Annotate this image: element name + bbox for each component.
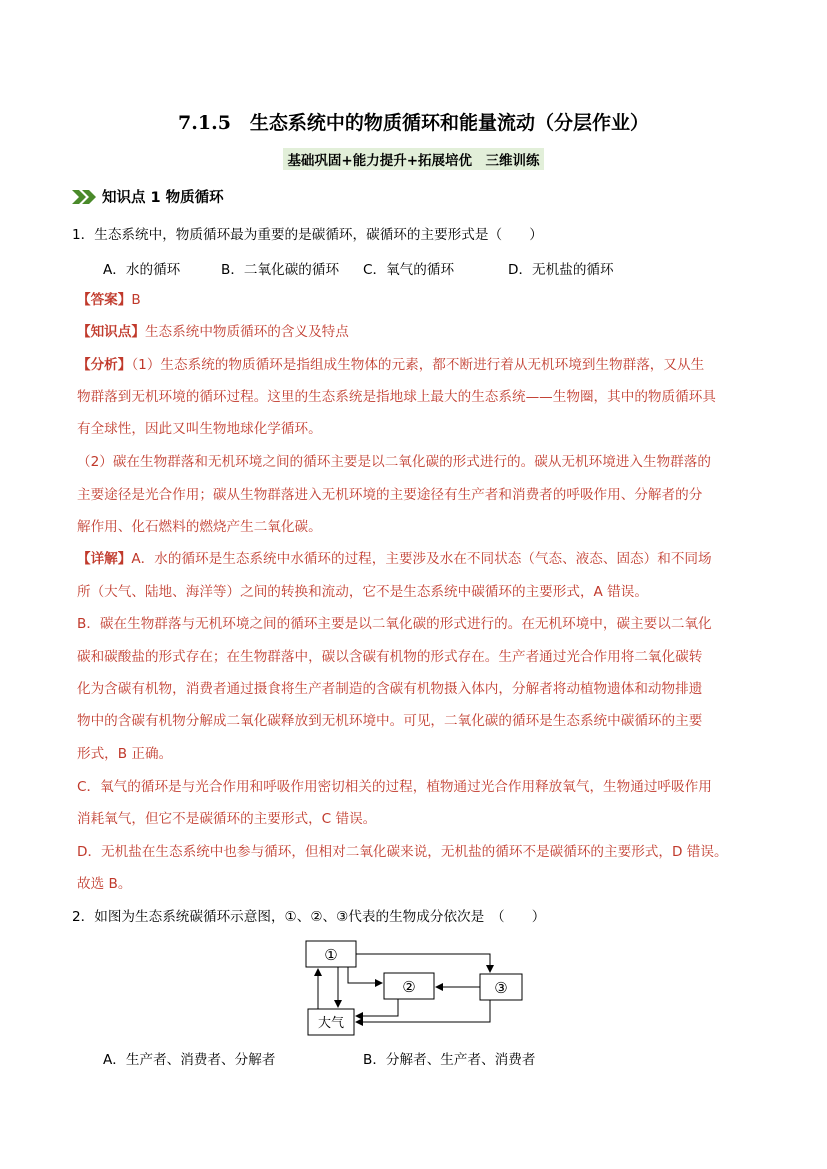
detail-line-9: 消耗氧气，但它不是碳循环的主要形式，C 错误。 <box>77 811 377 827</box>
knowledge-point-title: 知识点 1 物质循环 <box>102 190 224 206</box>
q1-answer <box>77 290 757 310</box>
detail-line-2: 所（大气、陆地、海洋等）之间的转换和流动，它不是生态系统中碳循环的主要形式，A 错误。 <box>77 584 648 600</box>
analysis-line-2: 物群落到无机环境的循环过程。这里的生态系统是指地球上最大的生态系统——生物圈，其中的物质循环具 <box>77 389 716 405</box>
analysis-text: （1）生态系统的物质循环是指组成生物体的元素，都不断进行着从无机环境到生物群落，又从生 <box>131 357 705 373</box>
q2-option-b: B．分解者、生产者、消费者 <box>363 1052 536 1068</box>
analysis-line-3: 有全球性，因此又叫生物地球化学循环。 <box>77 421 322 437</box>
double-chevron-icon <box>72 189 98 205</box>
detail-line-4: 碳和碳酸盐的形式存在；在生物群落中，碳以含碳有机物的形式存在。生产者通过光合作用将二氧化碳转 <box>77 649 703 665</box>
question-2-stem: 2．如图为生态系统碳循环示意图，①、②、③代表的生物成分依次是 （ ） <box>72 909 546 925</box>
analysis-line-4: （2）碳在生物群落和无机环境之间的循环主要是以二氧化碳的形式进行的。碳从无机环境进入生物群落的 <box>77 454 711 470</box>
answer-value: B <box>131 292 141 308</box>
q1-knowledge-point <box>77 322 757 342</box>
answer-label: 【答案】 <box>77 292 132 308</box>
analysis-label: 【分析】 <box>77 357 132 373</box>
detail-line-7: 形式，B 正确。 <box>77 746 173 762</box>
detail-line-10: D．无机盐在生态系统中也参与循环，但相对二氧化碳来说，无机盐的循环不是碳循环的主要形式，D 错误。 <box>77 844 728 860</box>
q1-option-d: D．无机盐的循环 <box>508 262 614 278</box>
analysis-line-1 <box>77 355 757 375</box>
node-2-label: ② <box>402 978 416 996</box>
carbon-cycle-diagram <box>300 936 530 1036</box>
analysis-line-5: 主要途径是光合作用；碳从生物群落进入无机环境的主要途径有生产者和消费者的呼吸作用、分解者的分 <box>77 487 703 503</box>
detail-line-6: 物中的含碳有机物分解成二氧化碳释放到无机环境中。可见，二氧化碳的循环是生态系统中碳循环的主要 <box>77 713 703 729</box>
arrow-1-to-2 <box>348 967 382 983</box>
q1-option-b: B．二氧化碳的循环 <box>221 262 340 278</box>
arrow-2-to-atm <box>356 999 398 1016</box>
page-title: 7.1.5 生态系统中的物质循环和能量流动（分层作业） <box>178 112 649 134</box>
atmosphere-label: 大气 <box>317 1016 345 1031</box>
subtitle: 基础巩固+能力提升+拓展培优 三维训练 <box>283 148 543 170</box>
kp-label: 【知识点】 <box>77 324 145 340</box>
detail-line-3: B．碳在生物群落与无机环境之间的循环主要是以二氧化碳的形式进行的。在无机环境中，碳主要以二氧化 <box>77 616 712 632</box>
question-1-stem: 1．生态系统中，物质循环最为重要的是碳循环，碳循环的主要形式是（ ） <box>72 227 543 243</box>
detail-line-1 <box>77 549 757 569</box>
analysis-line-6: 解作用、化石燃料的燃烧产生二氧化碳。 <box>77 519 322 535</box>
knowledge-point-heading <box>72 186 224 207</box>
q1-option-c: C．氧气的循环 <box>363 262 455 278</box>
node-1-label: ① <box>324 946 338 964</box>
detail-line-5: 化为含碳有机物，消费者通过摄食将生产者制造的含碳有机物摄入体内，分解者将动植物遗体和动物排遗 <box>77 681 703 697</box>
arrow-3-to-atm <box>356 1000 490 1022</box>
q1-option-a: A．水的循环 <box>103 262 181 278</box>
node-3-label: ③ <box>494 979 508 997</box>
q2-option-a: A．生产者、消费者、分解者 <box>103 1052 276 1068</box>
arrow-1-to-3 <box>356 954 490 972</box>
detail-line-8: C．氧气的循环是与光合作用和呼吸作用密切相关的过程，植物通过光合作用释放氧气，生物通过呼吸作用 <box>77 779 712 795</box>
kp-text: 生态系统中物质循环的含义及特点 <box>144 324 349 340</box>
detail-line-11: 故选 B。 <box>77 876 132 892</box>
carbon-cycle-svg <box>300 936 530 1036</box>
subtitle-wrap <box>0 148 827 170</box>
detail-label: 【详解】 <box>77 551 132 567</box>
detail-text: A．水的循环是生态系统中水循环的过程，主要涉及水在不同状态（气态、液态、固态）和不同场 <box>131 551 712 567</box>
